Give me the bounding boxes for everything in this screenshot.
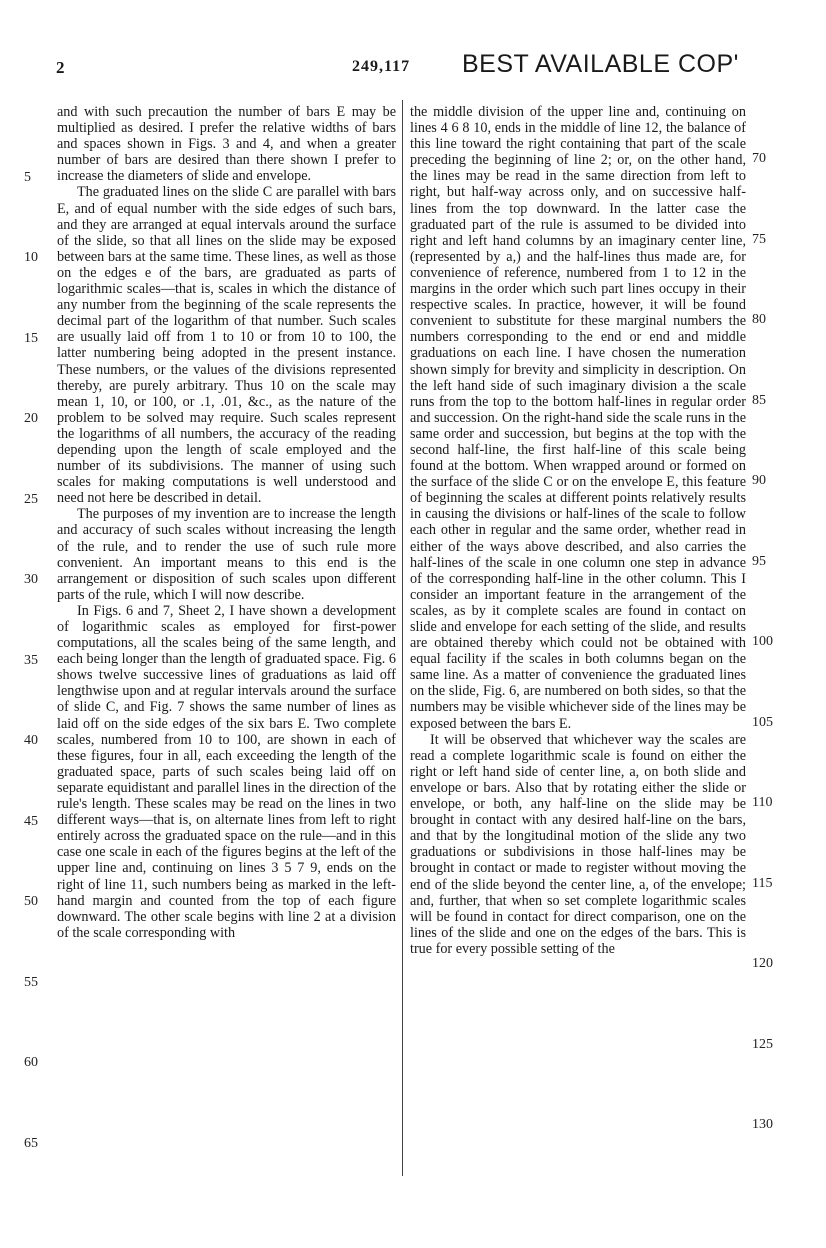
paragraph: The purposes of my invention are to increase the length and accuracy of such scales without increasing the length of the rule, and to render the use of such rule more convenient. An important means to this end is the arrangement or disposition of such scales upon different parts of the rule, which I will now describe. [57, 506, 396, 603]
line-number: 75 [752, 232, 766, 247]
line-number: 25 [24, 492, 38, 507]
paragraph: The graduated lines on the slide C are parallel with bars E, and of equal number with the side edges of such bars, and they are arranged at equal intervals around the surface of the slide, so that all lines on the slide may be exposed between bars at the same time. These lines, as well as those on the edges e of the bars, are graduated as parts of logarithmic scales—that is, scales in which the distance of any number from the beginning of the scale represents the decimal part of the logarithm of that number. Such scales are usually laid off from 1 to 10 or from 10 to 100, the latter numbering being adopted in the present instance. These numbers, or the values of the divisions represented thereby, are purely arbitrary. Thus 10 on the scale may mean 1, 10, or 100, or .1, .01, &c., as the nature of the problem to be solved may require. Such scales represent the logarithms of all numbers, the accuracy of the reading depending upon the length of scale employed and the number of its subdivisions. The manner of using such scales for making computations is well understood and need not here be described in detail. [57, 184, 396, 507]
page-number: 2 [56, 58, 65, 77]
line-number: 80 [752, 312, 766, 327]
left-column [57, 104, 396, 941]
line-number: 20 [24, 411, 38, 426]
line-number: 100 [752, 634, 773, 649]
line-number: 35 [24, 653, 38, 668]
line-number: 50 [24, 894, 38, 909]
line-number: 115 [752, 876, 773, 891]
line-number: 55 [24, 975, 38, 990]
line-number: 30 [24, 572, 38, 587]
line-number: 65 [24, 1136, 38, 1151]
line-number: 5 [24, 170, 31, 185]
line-number: 120 [752, 956, 773, 971]
line-number: 130 [752, 1117, 773, 1132]
paragraph: the middle division of the upper line and, continuing on lines 4 6 8 10, ends in the middle of line 12, the balance of this line toward the right containing that part of the scale preceding the beginning of line 2; or, on the other hand, the lines may be read in the same direction from left to right, but half-way across only, and on successive half-lines from the top downward. In the latter case the graduated part of the rule is assumed to be divided into right and left hand columns by an imaginary center line, (represented by a,) and the half-lines thus made are, for convenience of reference, numbered from 1 to 12 in the margins in the order which such part lines occupy in their respective scales. In practice, however, it will be found convenient to substitute for these marginal numbers the numbers corresponding to the end or end and middle graduations on each line. I have chosen the numeration shown simply for brevity and simplicity in description. On the left hand side of such imaginary division a the scale runs from the top to the bottom half-lines in regular order and succession. On the right-hand side the scale runs in the same order and succession, but begins at the top with the second half-line, the first half-line of this scale being found at the bottom. When wrapped around or formed on the surface of the slide C or on the envelope E, this feature of beginning the scales at different points relatively results in causing the divisions or half-lines of the scale to follow each other in regular and the same order, whether read in either of the ways above described, and also carries the half-lines of the scale in one column one step in advance of the corresponding half-line in the other column. This I consider an important feature in the arrangement of the scales, as by it complete scales are found in contact on slide and envelope for each setting of the slide, and results are obtained thereby which could not be obtained with equal facility if the scales in both columns began on the same line. As a matter of convenience the graduated lines on the slide, Fig. 6, are numbered on both sides, so that the numbers may be visible whichever side of the lines may be exposed between the bars E. [410, 104, 746, 732]
paragraph: In Figs. 6 and 7, Sheet 2, I have shown a development of logarithmic scales as employed for first-power computations, all the scales being of the same length, and each being longer than the length of graduated space. Fig. 6 shows twelve successive lines of graduations as laid off lengthwise upon and at regular intervals around the surface of slide C, and Fig. 7 shows the same number of lines as laid off on the side edges of the six bars E. Two complete scales, numbered from 10 to 100, are shown in each of these figures, four in all, each exceeding the length of the graduated space, parts of such scales being laid off on separate equidistant and parallel lines in the direction of the rule's length. These scales may be read on the lines in two different ways—that is, on alternate lines from left to right entirely across the graduated space on the rule—and in this case one scale in each of the figures begins at the left of the upper line and, continuing on lines 3 5 7 9, ends on the right of line 11, such numbers being as marked in the left-hand margin and counted from the top of each figure downward. The other scale begins with line 2 at a division of the scale corresponding with [57, 602, 396, 941]
line-number: 85 [752, 393, 766, 408]
line-number: 110 [752, 795, 773, 810]
line-number: 70 [752, 151, 766, 166]
availability-stamp: BEST AVAILABLE COP' [462, 50, 739, 78]
column-divider [402, 100, 403, 1176]
patent-number: 249,117 [352, 58, 411, 75]
line-number: 40 [24, 733, 38, 748]
line-number: 10 [24, 250, 38, 265]
line-number: 125 [752, 1037, 773, 1052]
line-number: 15 [24, 331, 38, 346]
line-number: 105 [752, 715, 773, 730]
line-number: 45 [24, 814, 38, 829]
paragraph: It will be observed that whichever way the scales are read a complete logarithmic scale is found on either the right or left hand side of center line, a, on both slide and envelope or bars. Also that by rotating either the slide or envelope, or both, any half-line on the slide may be brought in contact with any desired half-line on the bars, and that by the longitudinal motion of the slide any two graduations or subdivisions in those half-lines may be brought in contact or made to register without moving the end of the slide beyond the center line, a, of the envelope; and, further, that when so set complete logarithmic scales will be found in contact for direct comparison, one on the lines of the slide and one on the edges of the bars. This is true for every possible setting of the [410, 731, 746, 957]
line-number: 60 [24, 1055, 38, 1070]
line-number: 90 [752, 473, 766, 488]
line-number: 95 [752, 554, 766, 569]
paragraph: and with such precaution the number of bars E may be multiplied as desired. I prefer the relative widths of bars and spaces shown in Figs. 3 and 4, and when a greater number of bars are desired than there shown I prefer to increase the diameters of slide and envelope. [57, 104, 396, 185]
right-column [410, 104, 746, 957]
